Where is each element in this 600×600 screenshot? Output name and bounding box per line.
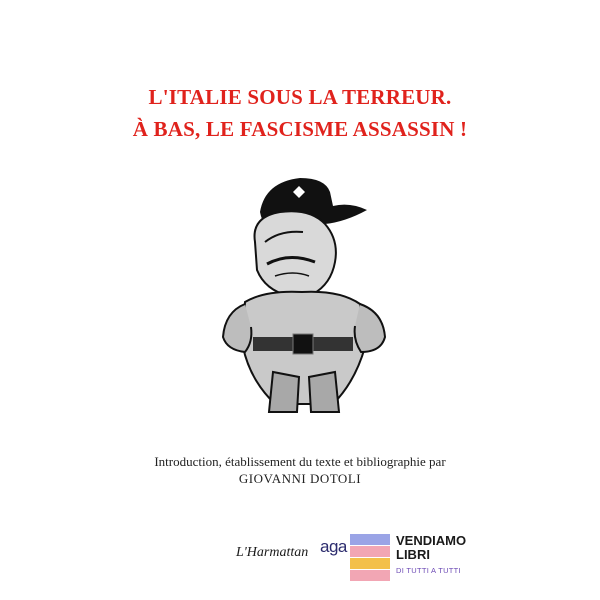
caricature-illustration [205,172,400,417]
book-stack-icon [350,534,390,580]
intro-credit: Introduction, établissement du texte et bibliographie par [154,454,446,469]
publisher-logo: L'Harmattan [236,545,309,560]
author-name: GIOVANNI DOTOLI [238,471,362,486]
book-title-line-1: L'ITALIE SOUS LA TERREUR. [148,85,452,109]
badge-line-1: VENDIAMO [396,533,467,548]
badge-line-2: LIBRI [396,547,430,562]
book-title-line-2: À BAS, LE FASCISME ASSASSIN ! [132,117,468,141]
aga-logo: aga [320,537,347,556]
badge-brand-name [396,534,466,562]
vendiamo-libri-badge [350,530,480,588]
badge-tagline: DI TUTTI A TUTTI [396,566,461,575]
